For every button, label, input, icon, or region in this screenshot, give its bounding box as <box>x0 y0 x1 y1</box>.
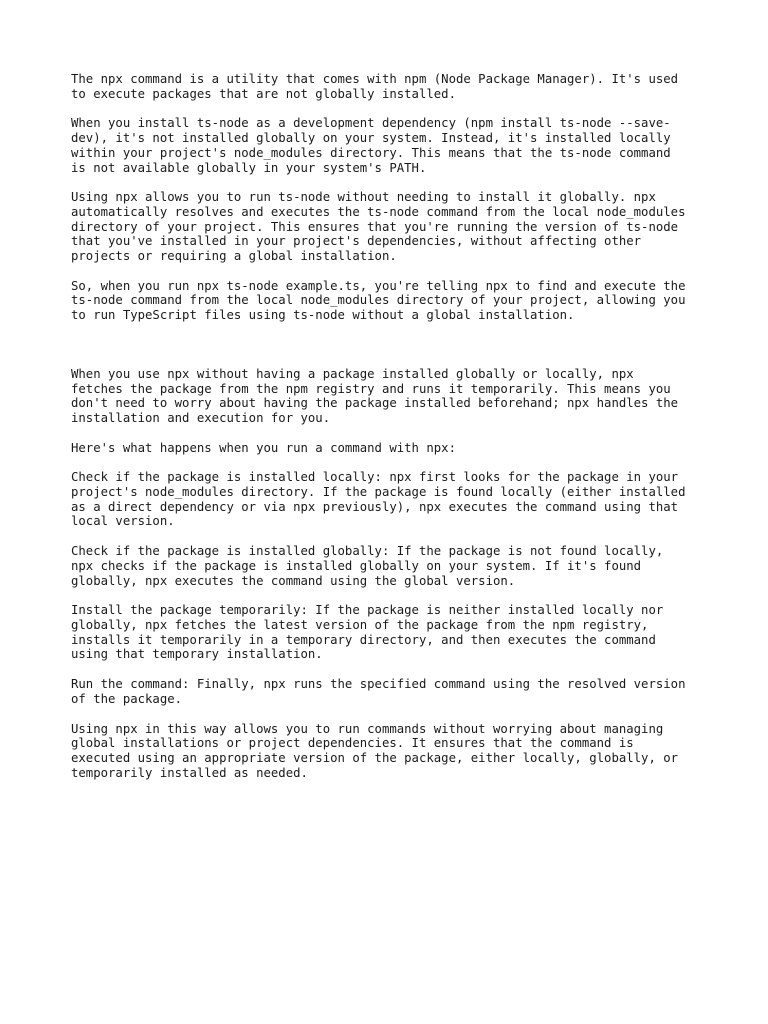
paragraph-npx-example: So, when you run npx ts-node example.ts, you're telling npx to find and execute the ts-node command from the local node_modules directory of your project, allowing you to run TypeScript files using ts-node without a global installation. <box>71 278 686 323</box>
section-gap <box>71 338 711 367</box>
paragraph-npx-usage: Using npx allows you to run ts-node without needing to install it globally. npx automatically resolves and executes the ts-node command from the local node_modules directory of your project. This ensures that you're running the version of ts-node that you've installed in your project's dependencies, without affecting other projects or requiring a global installation. <box>71 190 686 264</box>
document-page <box>71 72 711 795</box>
paragraph-npx-fetch: When you use npx without having a package installed globally or locally, npx fetches the package from the npm registry and runs it temporarily. This means you don't need to worry about having the package installed beforehand; npx handles the installation and execution for you. <box>71 366 679 425</box>
paragraph-conclusion: Using npx in this way allows you to run commands without worrying about managing global installations or project dependencies. It ensures that the command is executed using an appropriate version of the package, either locally, globally, or temporarily installed as needed. <box>71 721 679 780</box>
paragraph-step-run: Run the command: Finally, npx runs the specified command using the resolved version of the package. <box>71 677 686 706</box>
paragraph-what-happens: Here's what happens when you run a command with npx: <box>71 440 456 455</box>
paragraph-npx-intro: The npx command is a utility that comes with npm (Node Package Manager). It's used to execute packages that are not globally installed. <box>71 72 679 101</box>
paragraph-dev-dependency: When you install ts-node as a development dependency (npm install ts-node --save- dev), it's not installed globally on your system. Instead, it's installed locally within your project's node_modules directory. This means that the ts-node command is not available globally in your system's PATH. <box>71 116 671 175</box>
paragraph-step-temporary: Install the package temporarily: If the package is neither installed locally nor globally, npx fetches the latest version of the package from the npm registry, installs it temporarily in a temporary directory, and then executes the command using that temporary installation. <box>71 603 664 662</box>
paragraph-step-local: Check if the package is installed locally: npx first looks for the package in your project's node_modules directory. If the package is found locally (either installed as a direct dependency or via npx previously), npx executes the command using that local version. <box>71 470 686 529</box>
paragraph-step-global: Check if the package is installed globally: If the package is not found locally, npx checks if the package is installed globally on your system. If it's found globally, npx executes the command using the global version. <box>71 544 664 588</box>
